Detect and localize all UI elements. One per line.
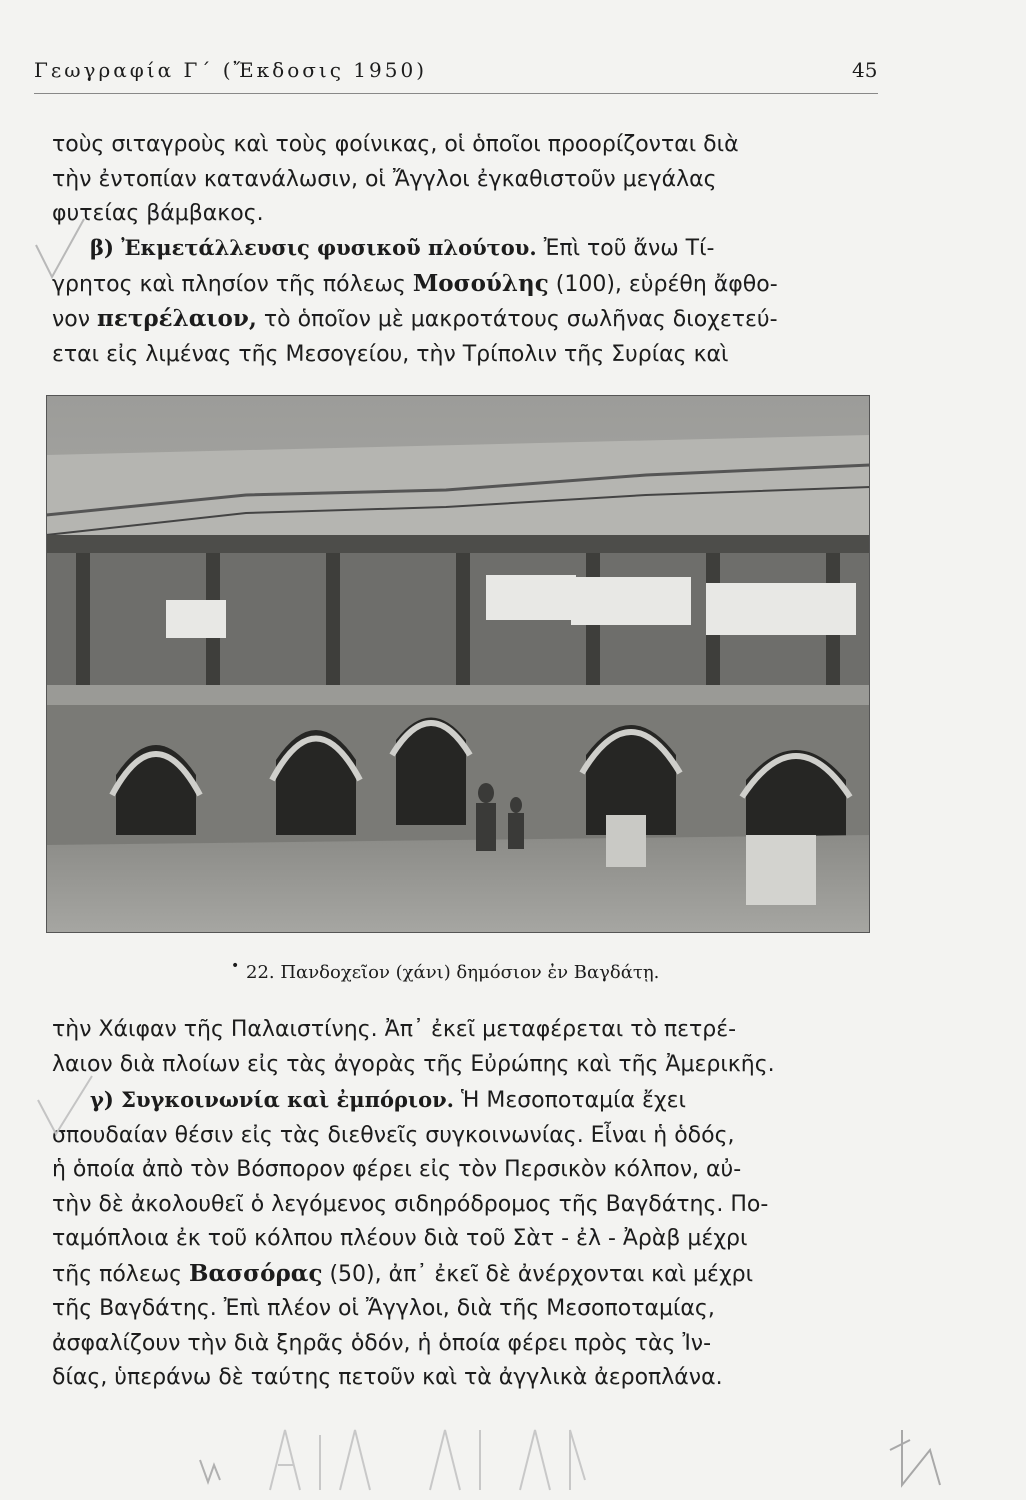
text-line: τοὺς σιταγροὺς καὶ τοὺς φοίνικας, οἱ ὁποῖοι προορίζονται διὰ [52, 132, 739, 157]
text-line: τὴν ἐντοπίαν κατανάλωσιν, οἱ Ἄγγλοι ἐγκαθιστοῦν μεγάλας [52, 166, 717, 192]
text-line [52, 302, 890, 338]
text-span: Ἐπὶ τοῦ ἄνω Τί- [536, 236, 715, 261]
pencil-checkmark [30, 1070, 100, 1140]
section-heading-c: γ) Συγκοινωνία καὶ ἐμπόριον. [90, 1087, 454, 1112]
section-b [52, 231, 890, 372]
section-heading-b: β) Ἐκμετάλλευσις φυσικοῦ πλούτου. [90, 235, 537, 260]
text-line [52, 1083, 890, 1119]
text-span: νον [52, 307, 98, 332]
text-line: εται εἰς λιμένας τῆς Μεσογείου, τὴν Τρίπολιν τῆς Συρίας καὶ [52, 341, 729, 367]
page-number: 45 [852, 58, 878, 82]
text-span: Ἡ Μεσοποταμία ἔχει [453, 1088, 686, 1113]
text-line: ταμόπλοια ἐκ τοῦ κόλπου πλέουν διὰ τοῦ Σὰτ - ἐλ - Ἀρὰβ μέχρι [52, 1226, 748, 1251]
header-rule [34, 93, 878, 94]
place-name-basra: Βασσόρας [189, 1259, 323, 1287]
text-line: τὴν δὲ ἀκολουθεῖ ὁ λεγόμενος σιδηρόδρομος τῆς Βαγδάτης. Πο- [52, 1191, 769, 1217]
text-span: τῆς πόλεως [52, 1261, 190, 1287]
pencil-scribbles [190, 1410, 970, 1495]
text-line: δίας, ὑπεράνω δὲ ταύτης πετοῦν καὶ τὰ ἀγγλικὰ ἀεροπλάνα. [52, 1365, 723, 1390]
text-span: γρητος καὶ πλησίον τῆς πόλεως [52, 271, 413, 297]
text-span: (50), ἀπ᾿ ἐκεῖ δὲ ἀνέρχονται καὶ μέχρι [322, 1261, 754, 1287]
text-line: τὴν Χάιφαν τῆς Παλαιστίνης. Ἀπ᾿ ἐκεῖ μεταφέρεται τὸ πετρέ- [52, 1017, 737, 1042]
text-line: λαιον διὰ πλοίων εἰς τὰς ἀγορὰς τῆς Εὐρώπης καὶ τῆς Ἀμερικῆς. [52, 1051, 775, 1077]
pencil-checkmark [30, 215, 90, 285]
section-c [52, 1083, 890, 1396]
khan-courtyard-photo [46, 395, 870, 933]
text-line: σπουδαίαν θέσιν εἰς τὰς διεθνεῖς συγκοινωνίας. Εἶναι ἡ ὁδός, [52, 1122, 735, 1148]
text-line: ἀσφαλίζουν τὴν διὰ ξηρᾶς ὁδόν, ἡ ὁποία φέρει πρὸς τὰς Ἰν- [52, 1330, 712, 1356]
keyword-petroleum: πετρέλαιον, [97, 305, 257, 332]
place-name-mosul: Μοσούλης [412, 269, 549, 297]
caption-marker: • [231, 958, 240, 974]
text-line [52, 267, 890, 303]
text-line [52, 231, 890, 267]
text-line: φυτείας βάμβακος. [52, 201, 264, 226]
text-line [52, 1257, 890, 1293]
running-header-title: Γεωγραφία Γ΄ (Ἔκδοσις 1950) [34, 58, 428, 82]
paragraph-2 [52, 1013, 890, 1082]
text-span: τὸ ὁποῖον μὲ μακροτάτους σωλῆνας διοχετεύ- [256, 307, 778, 332]
text-line: τῆς Βαγδάτης. Ἐπὶ πλέον οἱ Ἄγγλοι, διὰ τῆς Μεσοποταμίας, [52, 1296, 715, 1321]
paragraph-1 [52, 128, 890, 232]
text-span: (100), εὑρέθη ἄφθο- [548, 271, 778, 297]
figure-caption: 22. Πανδοχεῖον (χάνι) δημόσιον ἐν Βαγδάτῃ. [246, 962, 660, 983]
text-line: ἡ ὁποία ἀπὸ τὸν Βόσπορον φέρει εἰς τὸν Περσικὸν κόλπον, αὐ- [52, 1157, 742, 1182]
